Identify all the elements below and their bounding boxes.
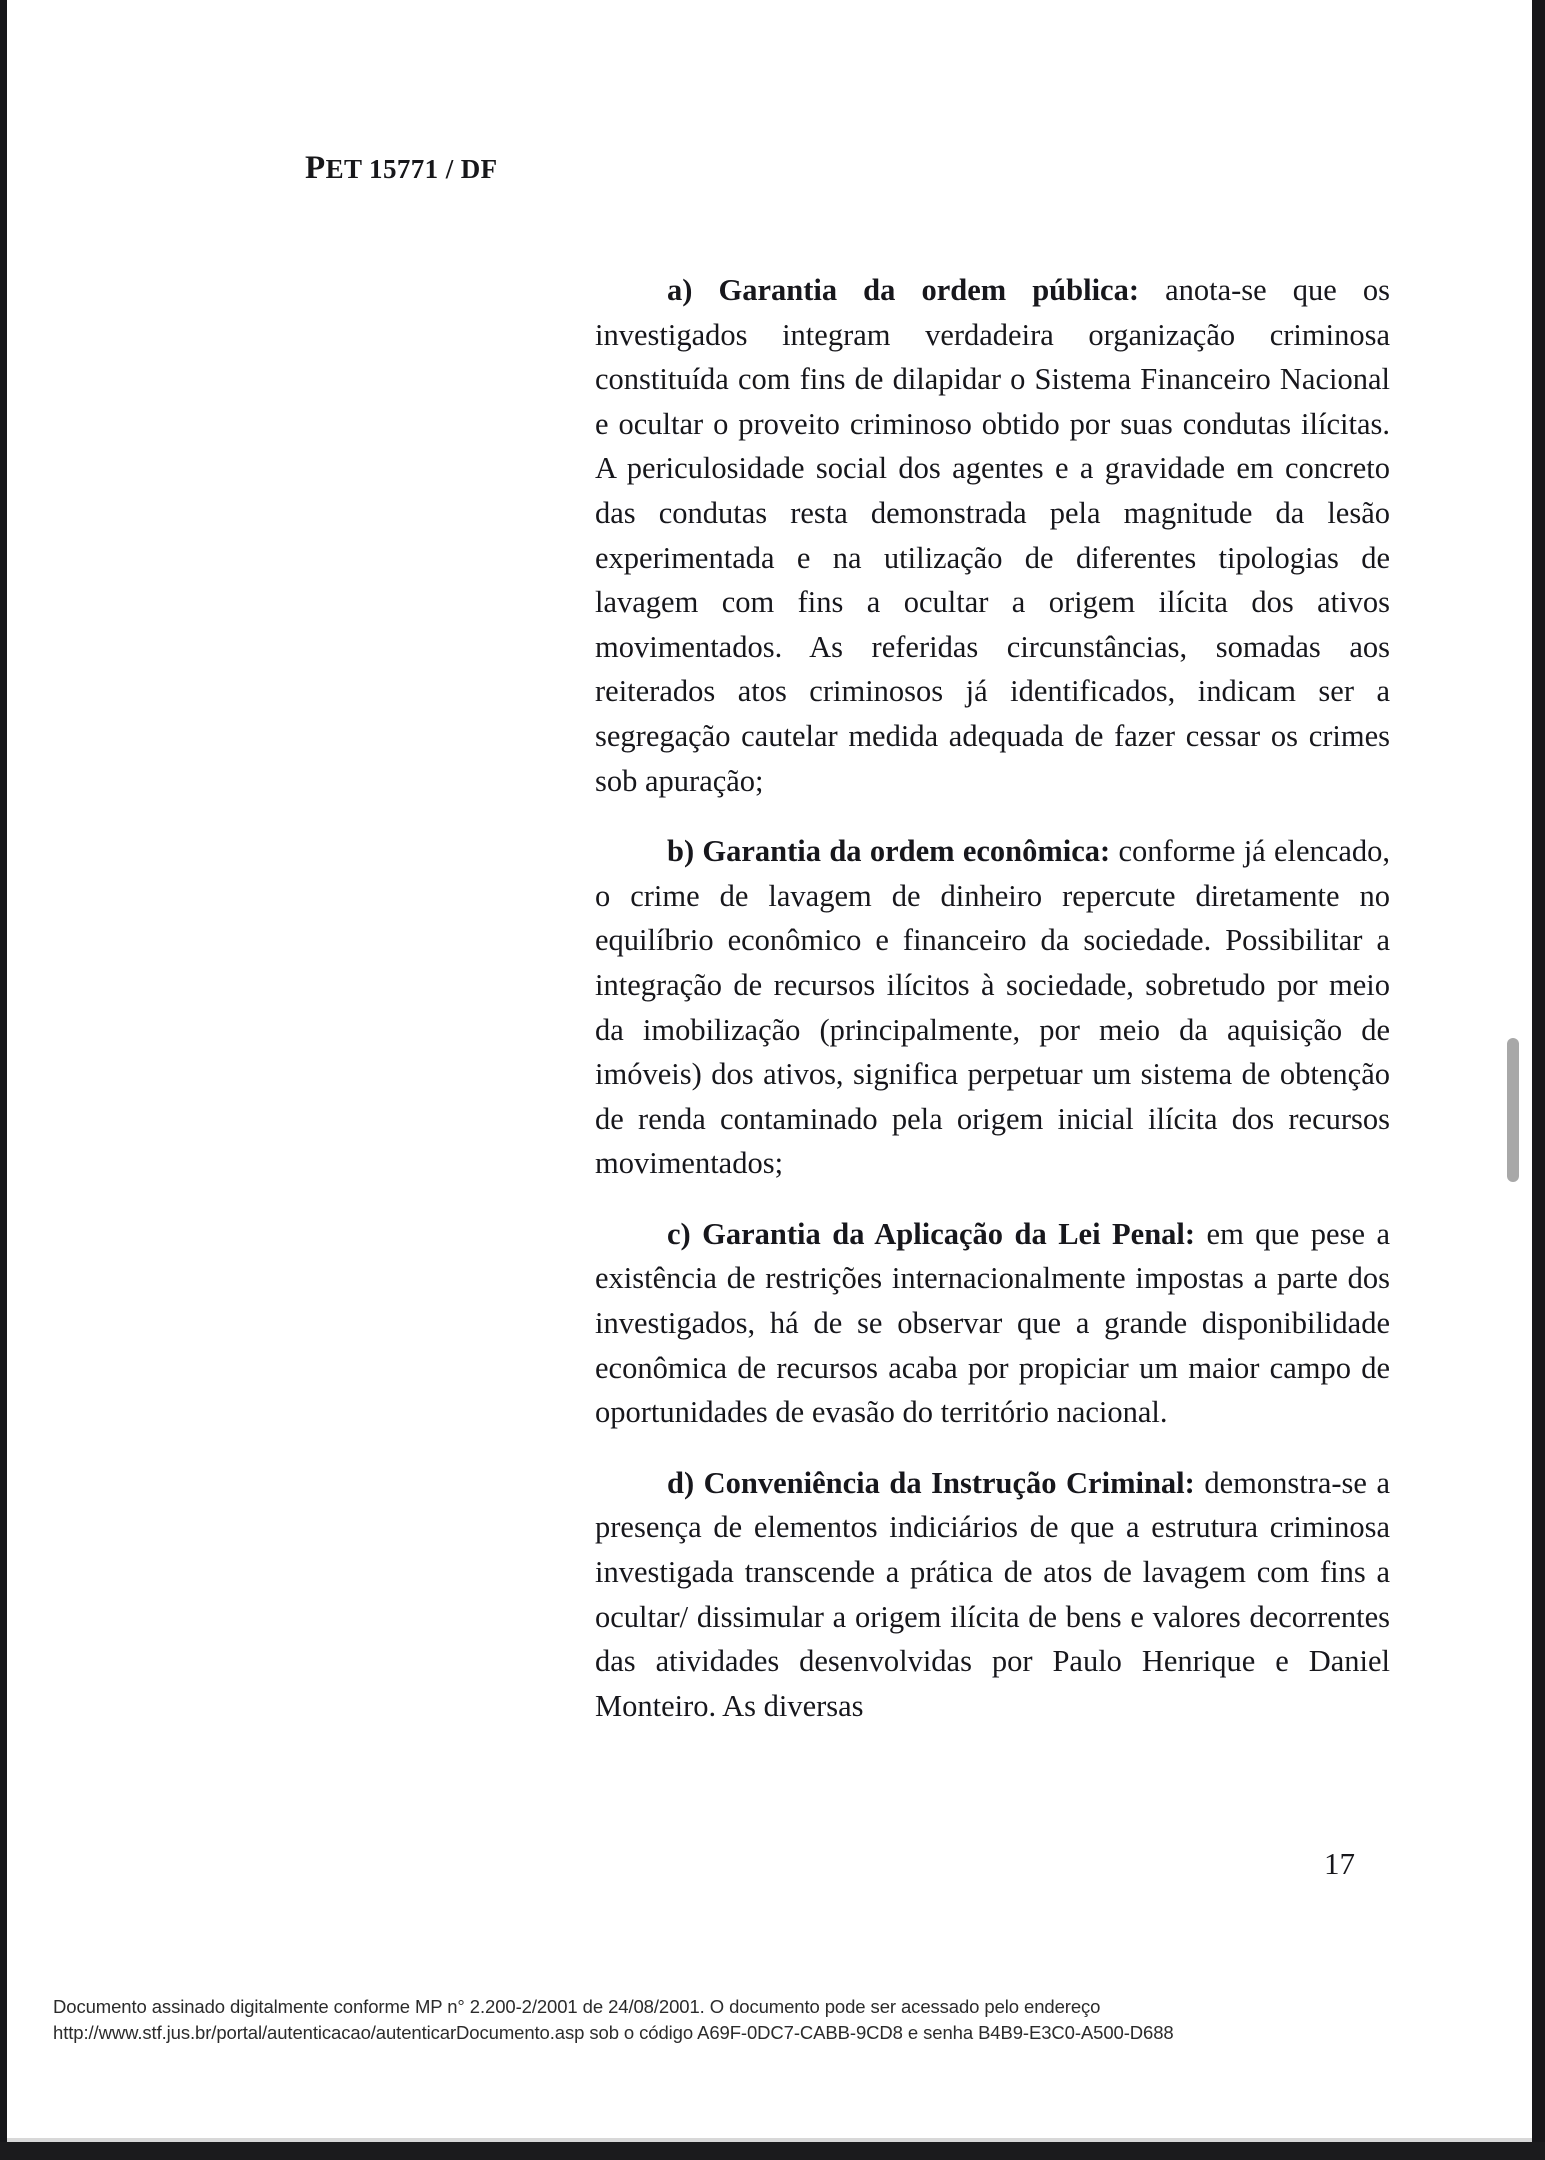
paragraph-item-a-label: a) Garantia da ordem pública:	[667, 273, 1139, 307]
document-footer	[7, 1994, 1532, 2046]
footer-signature-line: Documento assinado digitalmente conforme MP n° 2.200-2/2001 de 24/08/2001. O documento pode ser acessado pelo endereço	[53, 1996, 1101, 2017]
running-head-initial: P	[305, 150, 326, 186]
document-page	[7, 0, 1532, 2142]
page-number: 17	[1324, 1846, 1355, 1881]
viewer-right-rail	[1532, 0, 1545, 2160]
paragraph-item-c-label: c) Garantia da Aplicação da Lei Penal:	[667, 1216, 1196, 1251]
running-head-rest: ET 15771 / DF	[325, 154, 498, 184]
paragraph-item-a-body: anota-se que os investigados integram verdadeira organização criminosa constituída com fins de dilapidar o Sistema Financeiro Nacional e ocultar o proveito criminoso obtido por suas condutas ilícitas. A periculosidade social dos agentes e a gravidade em concreto das condutas resta demonstrada pela magnitude da lesão experimentada e na utilização de diferentes tipologias de lavagem com fins a ocultar a origem ilícita dos ativos movimentados. As referidas circunstâncias, somadas aos reiterados atos criminosos já identificados, indicam ser a segregação cautelar medida adequada de fazer cessar os crimes sob apuração;	[595, 273, 1390, 798]
running-head	[305, 150, 498, 187]
vertical-scrollbar-thumb[interactable]	[1507, 1038, 1519, 1182]
footer-authentication-line: http://www.stf.jus.br/portal/autenticacao/autenticarDocumento.asp sob o código A69F-0DC7-CABB-9CD8 e senha B4B9-E3C0-A500-D688	[53, 2022, 1174, 2043]
paragraph-item-a	[595, 268, 1390, 803]
paragraph-item-b-label: b) Garantia da ordem econômica:	[667, 834, 1111, 869]
paragraph-item-b	[595, 829, 1390, 1186]
paragraph-item-d-label: d) Conveniência da Instrução Criminal:	[667, 1465, 1195, 1500]
paragraph-item-d-body: demonstra-se a presença de elementos indiciários de que a estrutura criminosa investigada transcende a prática de atos de lavagem com fins a ocultar/ dissimular a origem ilícita de bens e valores decorrentes das atividades desenvolvidas por Paulo Henrique e Daniel Monteiro. As diversas	[595, 1465, 1390, 1723]
paragraph-item-c-body: em que pese a existência de restrições internacionalmente impostas a parte dos investigados, há de se observar que a grande disponibilidade econômica de recursos acaba por propiciar um maior campo de oportunidades de evasão do território nacional.	[595, 1216, 1390, 1430]
viewer-bottom-rail	[0, 2142, 1545, 2160]
paragraph-item-d	[595, 1461, 1390, 1729]
paragraph-item-b-body: conforme já elencado, o crime de lavagem de dinheiro repercute diretamente no equilíbrio econômico e financeiro da sociedade. Possibilitar a integração de recursos ilícitos à sociedade, sobretudo por meio da imobilização (principalmente, por meio da aquisição de imóveis) dos ativos, significa perpetuar um sistema de obtenção de renda contaminado pela origem inicial ilícita dos recursos movimentados;	[595, 834, 1391, 1181]
vertical-scrollbar-track[interactable]	[1518, 0, 1532, 2160]
quotation-block	[595, 268, 1390, 1728]
viewer-left-rail	[0, 0, 7, 2160]
paragraph-item-c	[595, 1212, 1390, 1435]
